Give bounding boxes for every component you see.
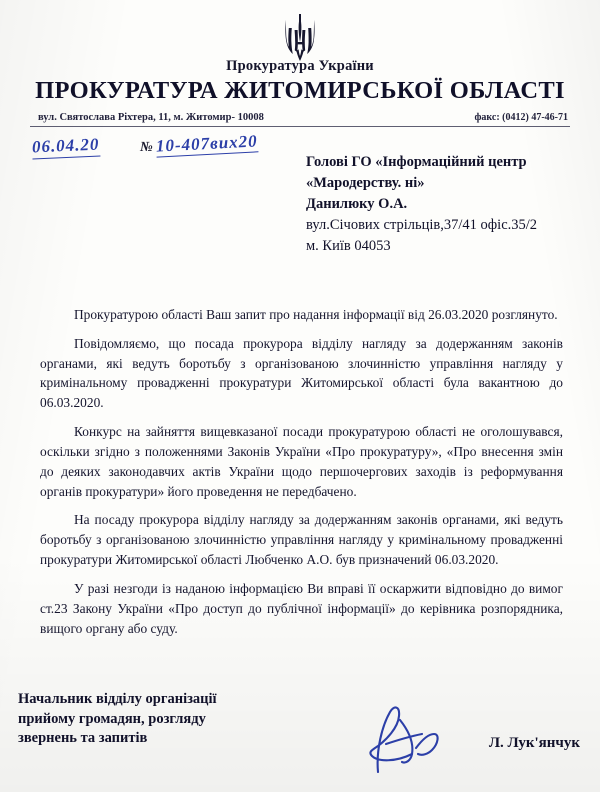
addressee-line-2: «Мародерству. ні» [306, 175, 425, 192]
header-divider [30, 126, 570, 127]
addressee-line-3: Данилюку О.А. [306, 196, 408, 213]
signatory-title-line-2: прийому громадян, розгляду [18, 710, 206, 727]
signatory-title [18, 690, 348, 749]
addressee-line-4: вул.Січових стрільців,37/41 офіс.35/2 [306, 217, 538, 234]
body-paragraph: Конкурс на зайняття вищевказаної посади прокуратурою області не оголошувався, оскільки згідно з положеннями Законів України «Про прокуратуру», «Про внесення змін до деяких законодавчих актів України щодо першочергових заходів із реформування органів прокуратури» його проведення не передбачено. [40, 424, 563, 499]
addressee-block [306, 152, 588, 257]
office-fax: факс: (0412) 47-46-71 [474, 112, 568, 123]
addressee-line-1: Голові ГО «Інформаційний центр [306, 154, 527, 170]
letterhead-contacts [38, 112, 568, 123]
body-paragraph: Повідомляємо, що посада прокурора відділу нагляду за додержанням законів органами, які ведуть боротьбу з організованою злочинністю управління нагляду у кримінальному провадженні прокуратури Житомирської області була вакантною до 06.03.2020. [40, 335, 563, 411]
signatory-name: Л. Лук'янчук [488, 735, 580, 751]
signatory-title-line-1: Начальник відділу організації [18, 691, 217, 707]
org-line-1: Прокуратура України [226, 58, 374, 74]
body-paragraph: Прокуратурою області Ваш запит про надання інформації від 26.03.2020 розглянуто. [74, 307, 558, 322]
addressee-line-5: м. Київ 04053 [306, 238, 391, 255]
signatory-title-line-3: звернень та запитів [18, 730, 148, 747]
registration-date-handwritten: 06.04.20 [32, 135, 100, 160]
office-address: вул. Святослава Ріхтера, 11, м. Житомир- 10008 [38, 112, 264, 123]
org-line-2: ПРОКУРАТУРА ЖИТОМИРСЬКОЇ ОБЛАСТІ [35, 77, 565, 104]
body-paragraph: У разі незгоди із наданою інформацією Ви вправі її оскаржити відповідно до вимог ст.23 Закону України «Про доступ до публічної інформації» до керівника розпорядника, вищого органу або суду. [40, 580, 563, 636]
body-paragraph: На посаду прокурора відділу нагляду за додержанням законів органами, які ведуть боротьбу з організованою злочинністю управління нагляду у кримінальному провадженні прокуратури Житомирської області Любченко А.О. був призначений 06.03.2020. [40, 512, 563, 568]
registration-number-label: № [140, 140, 154, 155]
letter-body [40, 305, 563, 647]
letterhead [0, 58, 600, 105]
registration-number-handwritten: 10-407вих20 [155, 131, 259, 156]
registration-block [30, 131, 290, 168]
handwritten-signature [356, 700, 466, 780]
